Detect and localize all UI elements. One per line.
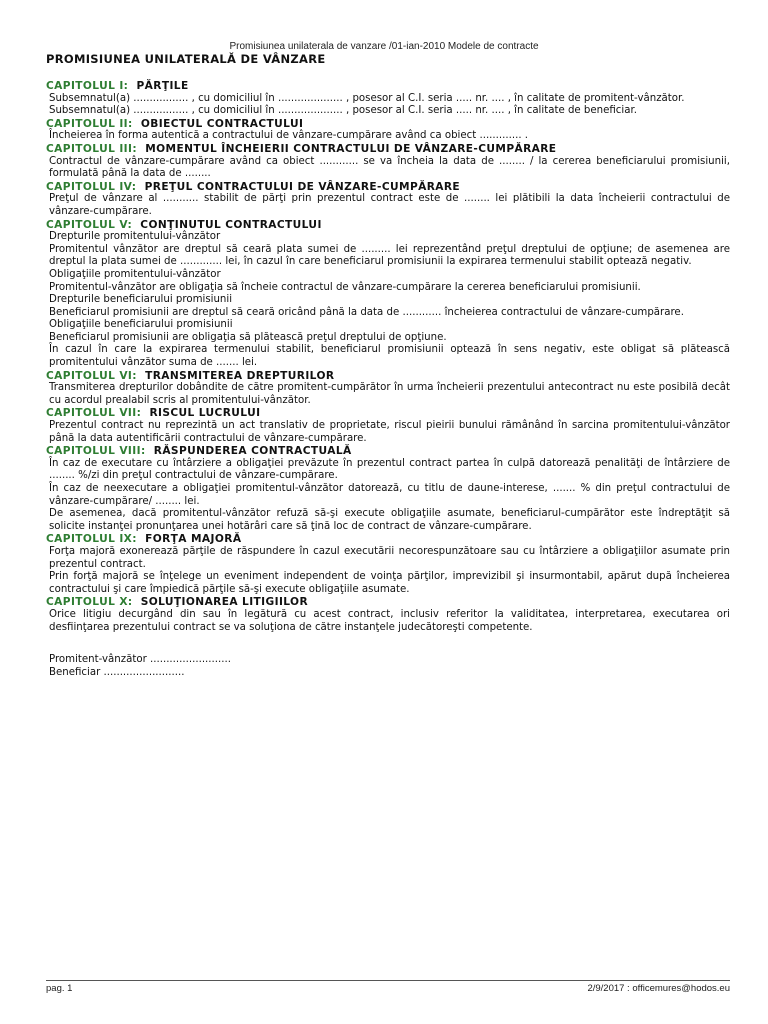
signature-seller: Promitent-vânzător ......................... bbox=[49, 654, 231, 666]
paragraph: În caz de executare cu întârziere a obligaţiei prevăzute în prezentul contract partea în culpă datorează penalităţi de întârziere de ........ %/zi din preţul contractului de vânzare-cumpărare. bbox=[49, 457, 730, 482]
paragraph: Orice litigiu decurgând din sau în legătură cu acest contract, inclusiv referitor la validitatea, interpretarea, executarea ori desfiinţarea prezentului contract se va soluţiona de către instanţele judecătoreşti competente. bbox=[49, 608, 730, 633]
signature-beneficiary: Beneficiar ......................... bbox=[49, 666, 185, 678]
chapter-heading: CAPITOLUL II: OBIECTUL CONTRACTULUI bbox=[46, 117, 304, 130]
subheading: Obligaţiile promitentului-vânzător bbox=[49, 268, 221, 280]
paragraph: Prin forţă majoră se înţelege un eveniment independent de voinţa părţilor, imprevizibil şi insurmontabil, apărut după încheierea contractului şi care împiedică părţile să-şi execute obligaţiile asumate. bbox=[49, 571, 730, 595]
paragraph: De asemenea, dacă promitentul-vânzător refuză să-şi execute obligaţiile asumate, beneficiarul-cumpărător este îndreptăţit să solicite instanţei pronunţarea unei hotărâri care să ţină loc de contract de vânzare-cumpărare. bbox=[49, 508, 730, 532]
document-title: PROMISIUNEA UNILATERALĂ DE VÂNZARE bbox=[46, 52, 326, 66]
chapter-heading: CAPITOLUL VI: TRANSMITEREA DREPTURILOR bbox=[46, 369, 335, 382]
subheading: Obligaţiile beneficiarului promisiunii bbox=[49, 319, 233, 331]
paragraph: Subsemnatul(a) ................. , cu domiciliul în .................... , posesor al C.I. seria ..... nr. .... , în calitate de beneficiar. bbox=[49, 105, 637, 117]
chapter-heading: CAPITOLUL IV: PREŢUL CONTRACTULUI DE VÂNZARE-CUMPĂRARE bbox=[46, 180, 461, 193]
subheading: Drepturile beneficiarului promisiunii bbox=[49, 294, 233, 306]
chapter-heading: CAPITOLUL VII: RISCUL LUCRULUI bbox=[46, 407, 261, 420]
paragraph: Beneficiarul promisiunii are dreptul să ceară oricând până la data de ............ încheierea contractului de vânzare-cumpărare. bbox=[49, 306, 684, 318]
paragraph: Transmiterea drepturilor dobândite de către promitent-cumpărător în urma încheierii prezentului antecontract nu este posibilă decât cu acordul prealabil scris al promitentului-vânzător. bbox=[49, 382, 730, 406]
chapter-heading: CAPITOLUL I: PĂRŢILE bbox=[46, 80, 189, 92]
chapter-heading: CAPITOLUL III: MOMENTUL ÎNCHEIERII CONTRACTULUI DE VÂNZARE-CUMPĂRARE bbox=[46, 142, 557, 155]
paragraph: Contractul de vânzare-cumpărare având ca obiect ............ se va încheia la data de ........ / la cererea beneficiarului promisiunii, formulată până la data de ........ bbox=[49, 155, 730, 180]
paragraph: În caz de neexecutare a obligaţiei promitentul-vânzător datorează, cu titlu de daune-interese, ....... % din preţul contractului de vânzare-cumpărare/ ........ lei. bbox=[49, 483, 730, 507]
paragraph: Prezentul contract nu reprezintă un act translativ de proprietate, riscul pieirii bunului rămânând în sarcina promitentului-vânzător până la data autentificării contractului de vânzare-cumpărare. bbox=[49, 420, 730, 444]
paragraph: Subsemnatul(a) ................. , cu domiciliul în .................... , posesor al C.I. seria ..... nr. .... , în calitate de promitent-vânzător. bbox=[49, 92, 685, 104]
subheading: Drepturile promitentului-vânzător bbox=[49, 231, 221, 243]
footer-date-email: 2/9/2017 : officemures@hodos.eu bbox=[587, 983, 730, 994]
paragraph: Promitentul vânzător are dreptul să ceară plata sumei de ......... lei reprezentând preţul dreptului de opţiune; de asemenea are dreptul la plata sumei de ............. lei, în cazul în care beneficiarul promisiunii la expirarea termenului stabilit optează negativ. bbox=[49, 243, 730, 268]
chapter-heading: CAPITOLUL VIII: RĂSPUNDEREA CONTRACTUALĂ bbox=[46, 445, 352, 458]
paragraph: Preţul de vânzare al ........... stabilit de părţi prin prezentul contract este de ........ lei plătibili la data încheierii contractului de vânzare-cumpărare. bbox=[49, 193, 730, 217]
signature-block bbox=[46, 654, 730, 679]
page-footer bbox=[46, 980, 730, 994]
chapter-heading: CAPITOLUL X: SOLUŢIONAREA LITIGIILOR bbox=[46, 596, 309, 609]
chapter-heading: CAPITOLUL IX: FORŢA MAJORĂ bbox=[46, 533, 242, 546]
chapter-heading: CAPITOLUL V: CONŢINUTUL CONTRACTULUI bbox=[46, 218, 322, 231]
paragraph: Încheierea în forma autentică a contractului de vânzare-cumpărare având ca obiect ............. . bbox=[49, 130, 529, 142]
paragraph: În cazul în care la expirarea termenului stabilit, beneficiarul promisiunii optează în sens negativ, este obligat să plătească promitentului vânzător suma de ....... lei. bbox=[49, 344, 730, 369]
paragraph: Promitentul-vânzător are obligaţia să încheie contractul de vânzare-cumpărare la cererea beneficiarului promisiunii. bbox=[49, 281, 641, 293]
page-header: Promisiunea unilaterala de vanzare /01-ian-2010 Modele de contracte bbox=[229, 41, 539, 52]
page-number: pag. 1 bbox=[46, 983, 73, 994]
paragraph: Forţa majoră exonerează părţile de răspundere în cazul executării necorespunzătoare sau cu întârziere a obligaţiilor asumate prin prezentul contract. bbox=[49, 545, 730, 570]
document-body bbox=[46, 52, 730, 679]
paragraph: Beneficiarul promisiunii are obligaţia să plătească preţul dreptului de opţiune. bbox=[49, 331, 447, 343]
